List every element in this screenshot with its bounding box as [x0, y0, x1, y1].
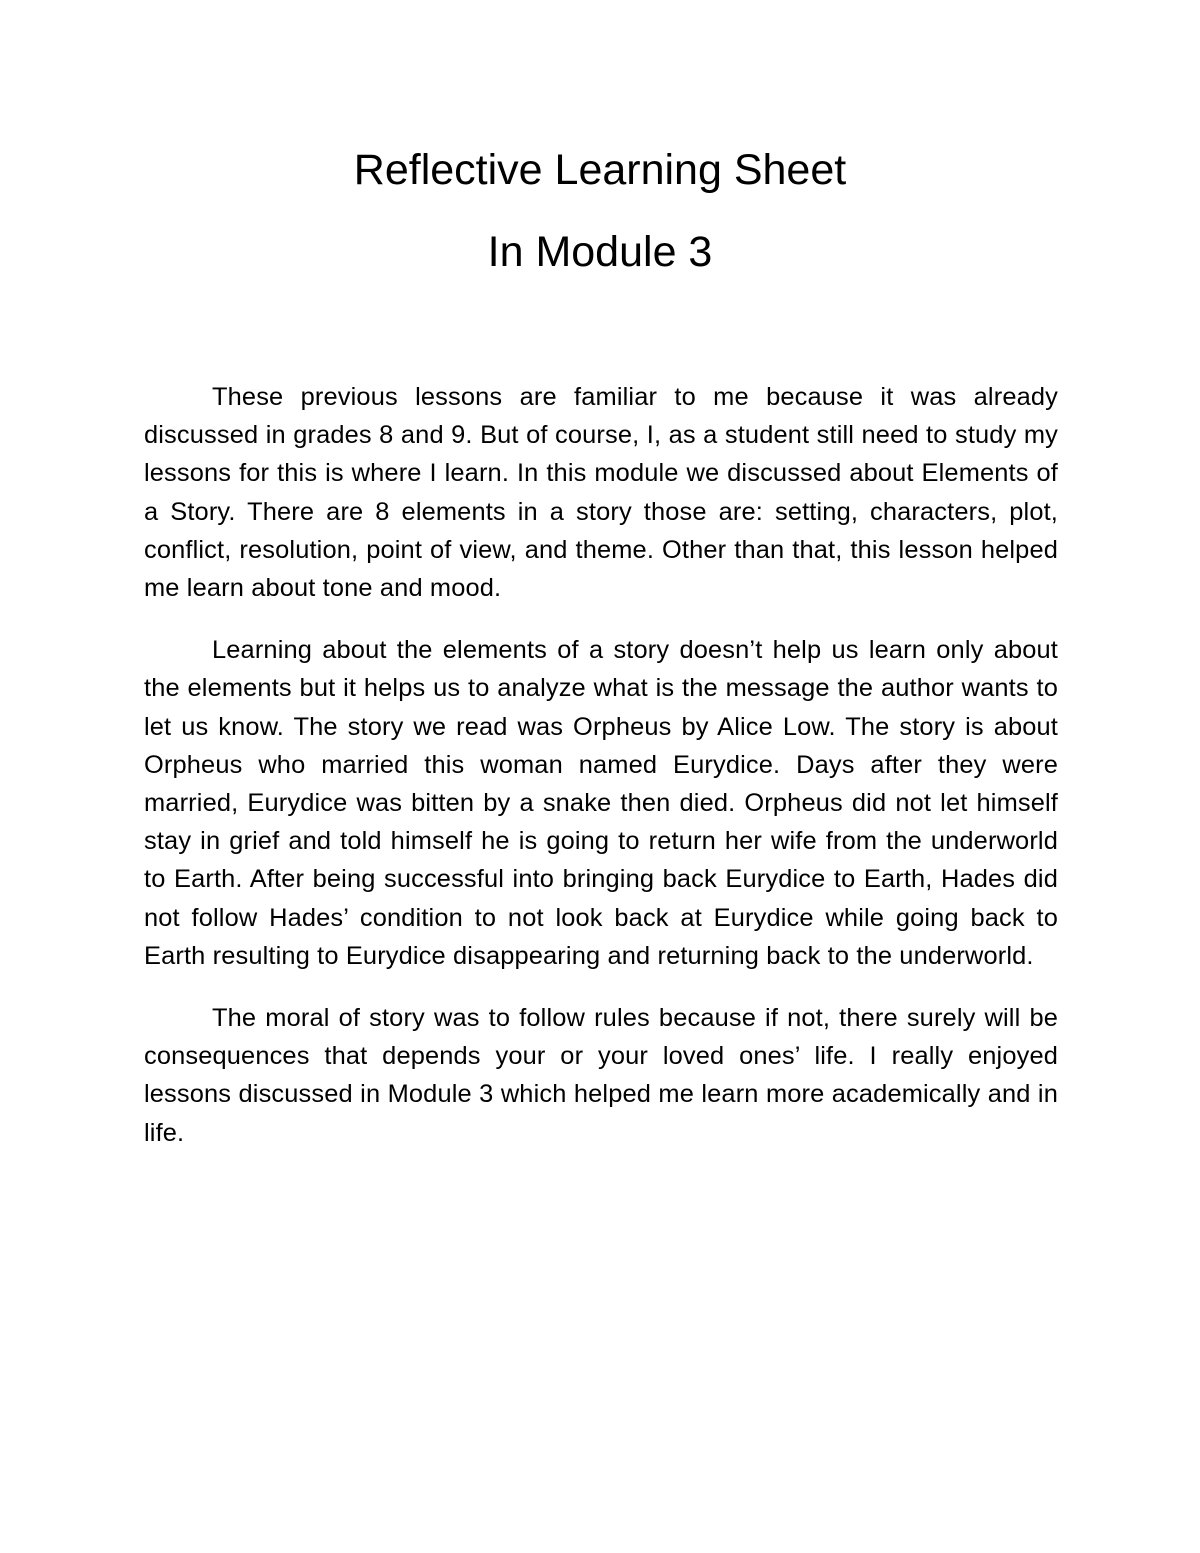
title-block — [0, 146, 1200, 276]
paragraph-2: Learning about the elements of a story doesn’t help us learn only about the elements but it helps us to analyze what is the message the author wants to let us know. The story we read was Orpheus by Alice Low. The story is about Orpheus who married this woman named Eurydice. Days after they were married, Eurydice was bitten by a snake then died. Orpheus did not let himself stay in grief and told himself he is going to return her wife from the underworld to Earth. After being successful into bringing back Eurydice to Earth, Hades did not follow Hades’ condition to not look back at Eurydice while going back to Earth resulting to Eurydice disappearing and returning back to the underworld. — [144, 636, 1058, 970]
document-title: Reflective Learning Sheet — [353, 146, 847, 194]
body-text — [144, 378, 1058, 1176]
paragraph-1: These previous lessons are familiar to me because it was already discussed in grades 8 and 9. But of course, I, as a student still need to study my lessons for this is where I learn. In this module we discussed about Elements of a Story. There are 8 elements in a story those are: setting, characters, plot, conflict, resolution, point of view, and theme. Other than that, this lesson helped me learn about tone and mood. — [144, 383, 1058, 603]
paragraph-3: The moral of story was to follow rules because if not, there surely will be consequences that depends your or your loved ones’ life. I really enjoyed lessons discussed in Module 3 which helped me learn more academically and in life. — [144, 1004, 1058, 1147]
document-subtitle: In Module 3 — [487, 228, 713, 276]
